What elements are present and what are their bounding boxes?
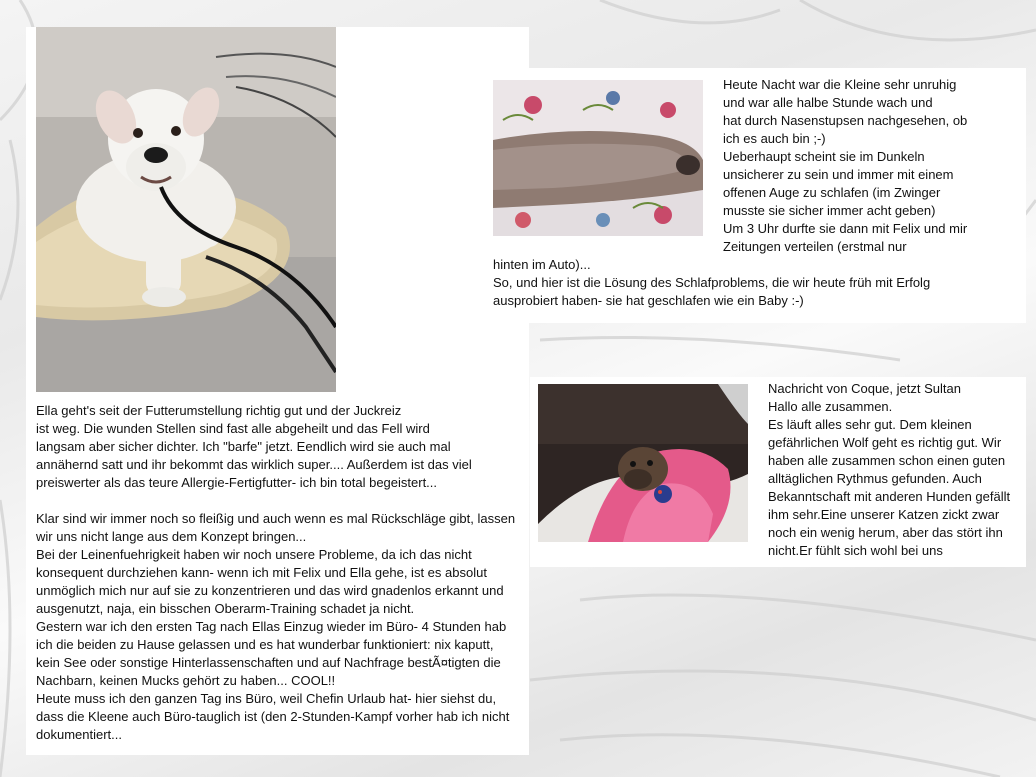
post-night-line: Um 3 Uhr durfte sie dann mit Felix und mir	[723, 221, 968, 236]
post-night-line: Heute Nacht war die Kleine sehr unruhig	[723, 77, 957, 92]
post-ella-line: ist weg. Die wunden Stellen sind fast alle abgeheilt und das Fell wird	[36, 421, 430, 436]
post-ella-line: unmöglich mich nur auf sie zu konzentrieren und das wird gnadenlos erkannt und	[36, 583, 504, 598]
post-ella-line: dass die Kleene auch Büro-tauglich ist (den 2-Stunden-Kampf vorher hab ich nicht	[36, 709, 510, 724]
post-sultan-line: Bekanntschaft mit anderen Hunden gefällt	[768, 489, 1011, 504]
puppy-sultan-photo	[538, 384, 748, 542]
post-sultan-line: Nachricht von Coque, jetzt Sultan	[768, 381, 961, 396]
post-ella-line: Bei der Leinenfuehrigkeit haben wir noch unsere Probleme, da ich das nicht	[36, 547, 472, 562]
post-night-line: Ueberhaupt scheint sie im Dunkeln	[723, 149, 925, 164]
post-night-line: ausprobiert haben- sie hat geschlafen wie ein Baby :-)	[493, 293, 804, 308]
post-night-line: ich es auch bin ;-)	[723, 131, 826, 146]
post-sultan-text	[768, 380, 1010, 560]
post-sultan-line: Es läuft alles sehr gut. Dem kleinen	[768, 417, 972, 432]
post-sultan-line: haben alle zusammen schon einen guten	[768, 453, 1006, 468]
post-ella-line: ich die beiden zu Hause gelassen und es hat wunderbar funktioniert: nix kaputt,	[36, 637, 494, 652]
post-night-line: musste sie sicher immer acht geben)	[723, 203, 936, 218]
dog-photo-ella	[36, 27, 336, 392]
post-ella-line: Ella geht's seit der Futterumstellung richtig gut und der Juckreiz	[36, 403, 402, 418]
post-ella-line: Klar sind wir immer noch so fleißig und auch wenn es mal Rückschläge gibt, lassen	[36, 511, 516, 526]
post-ella-line: Nachbarn, keinen Mucks gehört zu haben... COOL!!	[36, 673, 336, 688]
post-sultan-line: alltäglichen Rythmus gefunden. Auch	[768, 471, 982, 486]
post-night-text-right	[723, 76, 967, 256]
dog-sleeping-photo	[493, 80, 703, 236]
post-ella-line: dokumentiert...	[36, 727, 122, 742]
post-night-line: So, und hier ist die Lösung des Schlafproblems, die wir heute früh mit Erfolg	[493, 275, 931, 290]
post-night-line: hat durch Nasenstupsen nachgesehen, ob	[723, 113, 968, 128]
post-night-line: unsicherer zu sein und immer mit einem	[723, 167, 954, 182]
post-night-line: und war alle halbe Stunde wach und	[723, 95, 933, 110]
post-ella-line: annähernd satt und ihr bekommt das wirklich super.... Außerdem ist das viel	[36, 457, 472, 472]
post-ella-text	[36, 402, 515, 744]
post-night-text-full	[493, 256, 930, 310]
post-night-line: hinten im Auto)...	[493, 257, 591, 272]
post-ella-line: Gestern war ich den ersten Tag nach Ellas Einzug wieder im Büro- 4 Stunden hab	[36, 619, 507, 634]
post-sultan-line: gefährlichen Wolf geht es richtig gut. Wir	[768, 435, 1002, 450]
post-sultan-line: nicht.Er fühlt sich wohl bei uns	[768, 543, 943, 558]
post-ella-line: langsam aber sicher dichter. Ich "barfe" jetzt. Eendlich wird sie auch mal	[36, 439, 451, 454]
post-sultan-line: Hallo alle zusammen.	[768, 399, 893, 414]
post-ella-line: kein See oder sonstige Hinterlassenschaften und auf Nachfrage bestÃ¤tigten die	[36, 655, 501, 670]
post-ella-line: wir uns nicht lange aus dem Konzept bringen...	[36, 529, 307, 544]
post-ella-line: Heute muss ich den ganzen Tag ins Büro, weil Chefin Urlaub hat- hier siehst du,	[36, 691, 497, 706]
post-ella-line: preiswerter als das teure Allergie-Fertigfutter- ich bin total begeistert...	[36, 475, 438, 490]
post-sultan-line: noch ein wenig herum, aber das stört ihn	[768, 525, 1003, 540]
post-night-line: offenen Auge zu schlafen (im Zwinger	[723, 185, 941, 200]
post-ella-line: ausgenutzt, naja, ein bisschen Oberarm-Training schadet ja nicht.	[36, 601, 415, 616]
post-sultan-line: ihm sehr.Eine unserer Katzen zickt zwar	[768, 507, 1000, 522]
post-night-line: Zeitungen verteilen (erstmal nur	[723, 239, 907, 254]
post-ella-line	[36, 492, 515, 510]
post-ella-line: konsequent durchziehen kann- wenn ich mit Felix und Ella gehe, ist es absolut	[36, 565, 487, 580]
